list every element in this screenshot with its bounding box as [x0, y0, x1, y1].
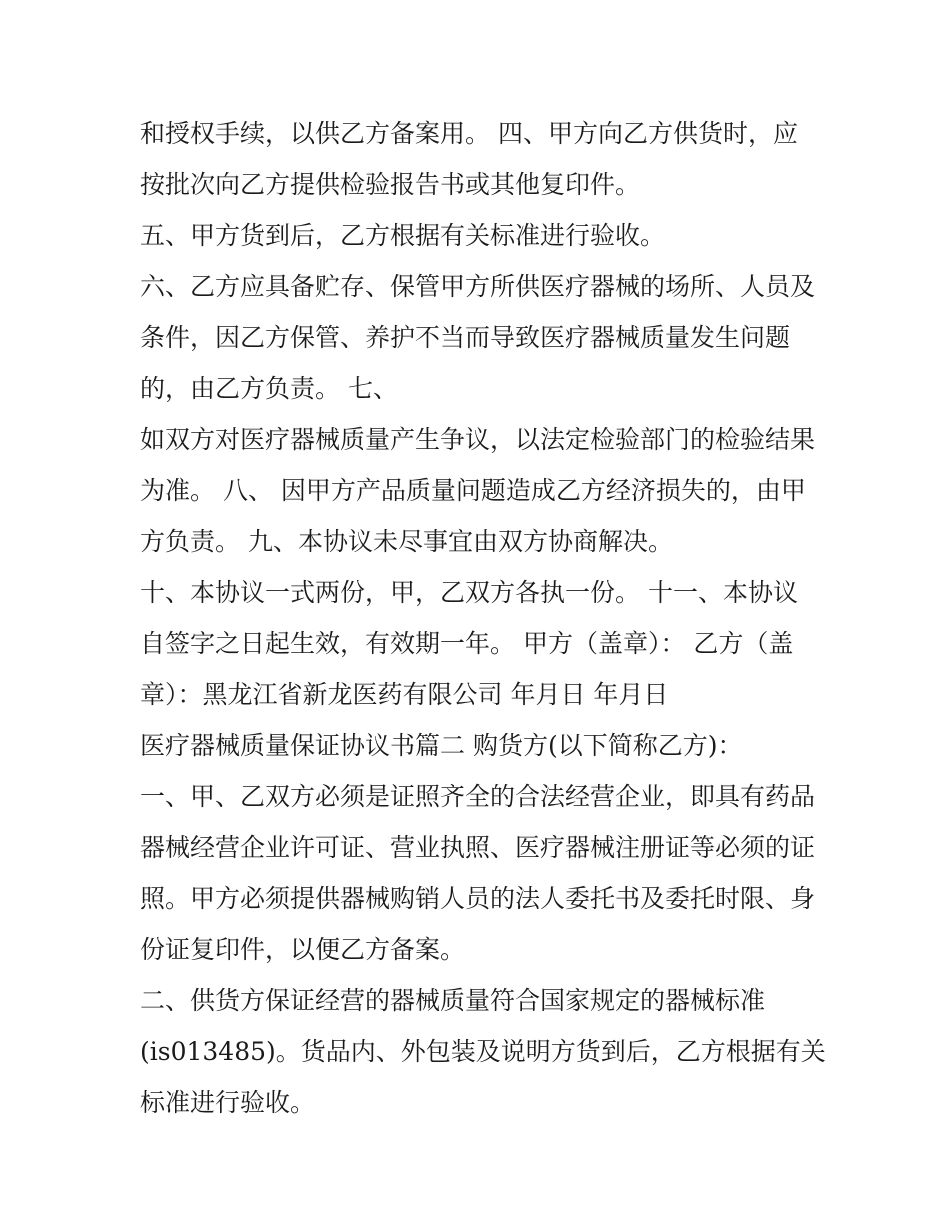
text-line: 五、甲方货到后，乙方根据有关标准进行验收。 — [140, 221, 666, 250]
text-line: 为准。 八、 因甲方产品质量问题造成乙方经济损失的，由甲 — [140, 476, 806, 505]
text-line: 份证复印件，以便乙方备案。 — [140, 935, 466, 964]
text-line: 十、本协议一式两份，甲，乙双方各执一份。 十一、本协议 — [140, 578, 798, 607]
text-line: 一、甲、乙双方必须是证照齐全的合法经营企业，即具有药品 — [140, 782, 816, 811]
text-line: 二、供货方保证经营的器械质量符合国家规定的器械标准 — [140, 986, 766, 1015]
text-line: 如双方对医疗器械质量产生争议，以法定检验部门的检验结果 — [140, 425, 816, 454]
text-line: 的，由乙方负责。 七、 — [140, 374, 398, 403]
text-line: (is013485)。货品内、外包装及说明方货到后，乙方根据有关 — [140, 1037, 826, 1066]
section-heading-line: 医疗器械质量保证协议书篇二 购货方(以下简称乙方)： — [140, 731, 743, 760]
text-line: 照。甲方必须提供器械购销人员的法人委托书及委托时限、身 — [140, 884, 816, 913]
text-line: 按批次向乙方提供检验报告书或其他复印件。 — [140, 170, 641, 199]
text-line: 章）：黑龙江省新龙医药有限公司 年月日 年月日 — [140, 680, 669, 709]
text-line: 器械经营企业许可证、营业执照、医疗器械注册证等必须的证 — [140, 833, 816, 862]
text-line: 自签字之日起生效，有效期一年。 甲方（盖章）： 乙方（盖 — [140, 629, 794, 658]
text-line: 六、乙方应具备贮存、保管甲方所供医疗器械的场所、人员及 — [140, 272, 816, 301]
document-body — [140, 108, 830, 1128]
text-line: 方负责。 九、本协议未尽事宜由双方协商解决。 — [140, 527, 673, 556]
text-line: 标准进行验收。 — [140, 1088, 316, 1117]
text-line: 条件，因乙方保管、养护不当而导致医疗器械质量发生问题 — [140, 323, 791, 352]
text-line: 和授权手续，以供乙方备案用。 四、甲方向乙方供货时，应 — [140, 119, 798, 148]
